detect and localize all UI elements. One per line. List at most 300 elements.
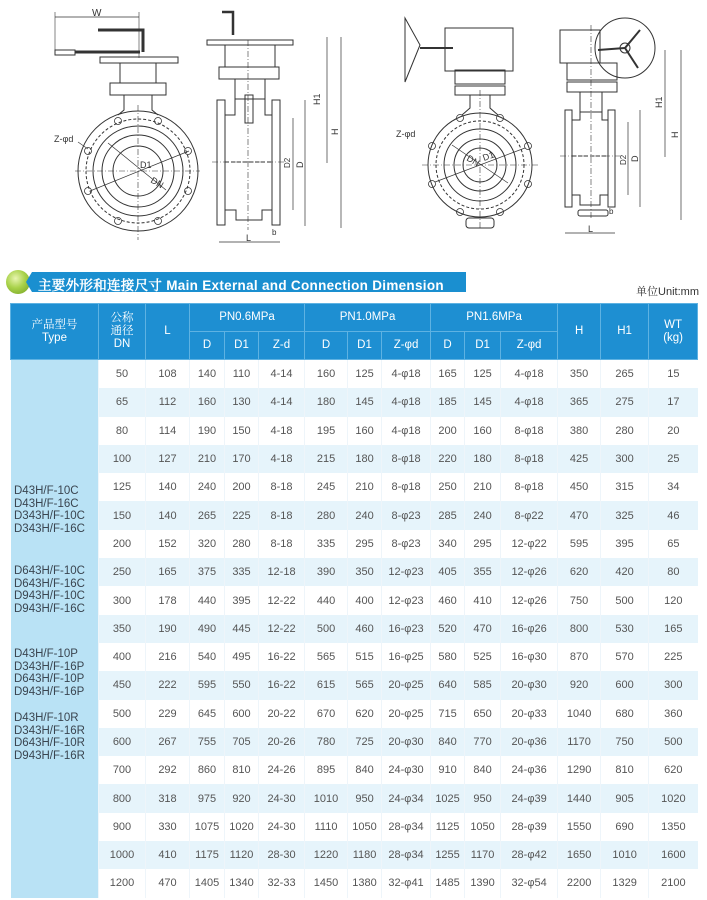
table-cell: 1125 — [431, 813, 465, 841]
table-row — [11, 841, 698, 869]
table-cell: 4-φ18 — [382, 388, 431, 416]
header-pn06: PN0.6MPa — [190, 304, 305, 332]
table-cell: 1050 — [465, 813, 501, 841]
table-cell: 420 — [601, 558, 649, 586]
table-row — [11, 728, 698, 756]
table-cell: 600 — [99, 728, 146, 756]
table-cell: 24-φ39 — [501, 784, 558, 812]
table-cell: 620 — [649, 756, 698, 784]
table-cell: 215 — [305, 445, 348, 473]
table-cell: 24-26 — [259, 756, 305, 784]
table-cell: 1020 — [649, 784, 698, 812]
table-cell: 152 — [146, 530, 190, 558]
table-cell: 178 — [146, 586, 190, 614]
table-cell: 8-18 — [259, 530, 305, 558]
valve-drawings-svg — [0, 0, 707, 260]
table-cell: 140 — [190, 360, 225, 389]
table-row — [11, 417, 698, 445]
header-pn06-zd: Z-d — [259, 332, 305, 360]
table-cell: 1440 — [558, 784, 601, 812]
table-cell: 500 — [649, 728, 698, 756]
table-cell: 160 — [305, 360, 348, 389]
table-cell: 1380 — [348, 869, 382, 897]
table-cell: 210 — [190, 445, 225, 473]
table-cell: 315 — [601, 473, 649, 501]
table-cell: 160 — [348, 417, 382, 445]
table-cell: 24-φ30 — [382, 756, 431, 784]
table-cell: 160 — [465, 417, 501, 445]
header-type-en: Type — [42, 331, 67, 344]
table-cell: 180 — [305, 388, 348, 416]
valve-drawings — [0, 0, 707, 260]
table-cell: 225 — [649, 643, 698, 671]
table-cell: 1390 — [465, 869, 501, 897]
table-row — [11, 530, 698, 558]
table-cell: 16-22 — [259, 643, 305, 671]
table-cell: 1010 — [601, 841, 649, 869]
table-cell: 325 — [601, 501, 649, 529]
table-cell: 340 — [431, 530, 465, 558]
table-cell: 725 — [348, 728, 382, 756]
table-cell: 25 — [649, 445, 698, 473]
table-cell: 395 — [225, 586, 259, 614]
type-model: D943H/F-16C — [14, 603, 85, 616]
table-cell: 32-33 — [259, 869, 305, 897]
table-cell: 380 — [558, 417, 601, 445]
table-cell: 32-φ54 — [501, 869, 558, 897]
table-cell: 1020 — [225, 813, 259, 841]
dim-d2-label-2: D2 — [619, 154, 628, 165]
table-cell: 16-φ25 — [382, 643, 431, 671]
table-cell: 4-18 — [259, 417, 305, 445]
table-body — [11, 360, 698, 898]
table-cell: 8-φ18 — [501, 417, 558, 445]
table-cell: 400 — [348, 586, 382, 614]
type-model: D943H/F-16R — [14, 750, 85, 763]
type-model: D943H/F-10C — [14, 590, 85, 603]
table-cell: 870 — [558, 643, 601, 671]
table-cell: 460 — [348, 615, 382, 643]
table-cell: 32-φ41 — [382, 869, 431, 897]
table-cell: 195 — [305, 417, 348, 445]
table-cell: 495 — [225, 643, 259, 671]
table-cell: 1329 — [601, 869, 649, 897]
table-cell: 12-22 — [259, 586, 305, 614]
table-cell: 1040 — [558, 700, 601, 728]
dim-zd-label: Z-φd — [54, 134, 74, 144]
table-row — [11, 501, 698, 529]
table-cell: 595 — [558, 530, 601, 558]
table-cell: 8-φ23 — [382, 530, 431, 558]
table-cell: 80 — [649, 558, 698, 586]
table-cell: 295 — [465, 530, 501, 558]
table-cell: 12-22 — [259, 615, 305, 643]
table-cell: 750 — [601, 728, 649, 756]
header-pn16-d: D — [431, 332, 465, 360]
table-cell: 1405 — [190, 869, 225, 897]
table-cell: 8-18 — [259, 473, 305, 501]
table-row — [11, 784, 698, 812]
table-cell: 700 — [99, 756, 146, 784]
table-cell: 4-18 — [259, 445, 305, 473]
table-cell: 16-φ26 — [501, 615, 558, 643]
table-cell: 1200 — [99, 869, 146, 897]
table-cell: 580 — [431, 643, 465, 671]
lever-valve-front-view — [54, 8, 200, 240]
type-model: D643H/F-10R — [14, 737, 85, 750]
table-cell: 1170 — [465, 841, 501, 869]
table-cell: 125 — [348, 360, 382, 389]
dim-dn-label: DN — [149, 175, 166, 191]
table-cell: 595 — [190, 671, 225, 699]
table-cell: 20-φ25 — [382, 700, 431, 728]
table-cell: 445 — [225, 615, 259, 643]
table-cell: 1010 — [305, 784, 348, 812]
header-h1: H1 — [601, 304, 649, 360]
table-cell: 28-30 — [259, 841, 305, 869]
table-cell: 360 — [649, 700, 698, 728]
table-cell: 200 — [99, 530, 146, 558]
type-model: D43H/F-10C — [14, 485, 79, 497]
table-cell: 1450 — [305, 869, 348, 897]
table-cell: 4-φ18 — [501, 360, 558, 389]
dim-l-label-2: L — [588, 224, 594, 234]
table-cell: 705 — [225, 728, 259, 756]
table-cell: 4-φ18 — [382, 417, 431, 445]
table-cell: 460 — [431, 586, 465, 614]
table-row — [11, 586, 698, 614]
table-cell: 565 — [348, 671, 382, 699]
table-cell: 8-φ22 — [501, 501, 558, 529]
table-cell: 470 — [558, 501, 601, 529]
table-cell: 330 — [146, 813, 190, 841]
type-model: D643H/F-10P — [14, 673, 85, 686]
table-cell: 185 — [431, 388, 465, 416]
table-cell: 210 — [348, 473, 382, 501]
type-model: D343H/F-16C — [14, 523, 85, 536]
type-group — [14, 712, 85, 763]
table-cell: 335 — [305, 530, 348, 558]
type-group — [14, 648, 84, 699]
table-cell: 1075 — [190, 813, 225, 841]
header-pn16-d1: D1 — [465, 332, 501, 360]
table-row — [11, 473, 698, 501]
table-cell: 500 — [601, 586, 649, 614]
table-cell: 125 — [465, 360, 501, 389]
type-group — [14, 485, 85, 536]
table-cell: 15 — [649, 360, 698, 389]
table-cell: 12-φ23 — [382, 586, 431, 614]
header-h: H — [558, 304, 601, 360]
table-cell: 112 — [146, 388, 190, 416]
table-cell: 280 — [225, 530, 259, 558]
table-cell: 46 — [649, 501, 698, 529]
gear-valve-front-view — [396, 18, 538, 230]
table-cell: 50 — [99, 360, 146, 389]
table-cell: 12-18 — [259, 558, 305, 586]
table-cell: 20-22 — [259, 700, 305, 728]
header-dn-line3: DN — [113, 338, 131, 350]
table-cell: 150 — [99, 501, 146, 529]
table-cell: 265 — [190, 501, 225, 529]
table-cell: 2100 — [649, 869, 698, 897]
table-cell: 28-φ42 — [501, 841, 558, 869]
table-cell: 34 — [649, 473, 698, 501]
table-cell: 1170 — [558, 728, 601, 756]
table-cell: 350 — [348, 558, 382, 586]
table-cell: 715 — [431, 700, 465, 728]
table-cell: 114 — [146, 417, 190, 445]
table-cell: 220 — [431, 445, 465, 473]
table-cell: 355 — [465, 558, 501, 586]
table-cell: 20 — [649, 417, 698, 445]
table-cell: 145 — [348, 388, 382, 416]
table-cell: 4-φ18 — [501, 388, 558, 416]
lever-valve-side-view — [207, 12, 341, 243]
type-model: D43H/F-16C — [14, 497, 79, 510]
table-cell: 1650 — [558, 841, 601, 869]
table-cell: 350 — [558, 360, 601, 389]
table-cell: 1550 — [558, 813, 601, 841]
table-cell: 200 — [225, 473, 259, 501]
table-cell: 8-φ23 — [382, 501, 431, 529]
table-cell: 295 — [348, 530, 382, 558]
table-cell: 20-φ30 — [382, 728, 431, 756]
table-cell: 680 — [601, 700, 649, 728]
table-cell: 860 — [190, 756, 225, 784]
table-cell: 318 — [146, 784, 190, 812]
header-pn10: PN1.0MPa — [305, 304, 431, 332]
table-cell: 440 — [305, 586, 348, 614]
table-cell: 20-26 — [259, 728, 305, 756]
table-cell: 840 — [431, 728, 465, 756]
table-cell: 1180 — [348, 841, 382, 869]
table-cell: 285 — [431, 501, 465, 529]
table-cell: 1220 — [305, 841, 348, 869]
table-row — [11, 388, 698, 416]
dim-dn-label-2: DN — [465, 153, 482, 169]
header-pn16: PN1.6MPa — [431, 304, 558, 332]
table-cell: 570 — [601, 643, 649, 671]
table-cell: 470 — [465, 615, 501, 643]
table-cell: 350 — [99, 615, 146, 643]
table-cell: 1000 — [99, 841, 146, 869]
table-cell: 280 — [305, 501, 348, 529]
table-cell: 690 — [601, 813, 649, 841]
type-model: D343H/F-16R — [14, 724, 85, 737]
table-cell: 16-φ30 — [501, 643, 558, 671]
table-cell: 450 — [99, 671, 146, 699]
table-cell: 4-φ18 — [382, 360, 431, 389]
header-wt — [649, 304, 698, 360]
table-cell: 375 — [190, 558, 225, 586]
table-cell: 300 — [99, 586, 146, 614]
type-model: D643H/F-16C — [14, 577, 85, 590]
table-cell: 840 — [465, 756, 501, 784]
table-cell: 1255 — [431, 841, 465, 869]
table-cell: 250 — [99, 558, 146, 586]
dim-d-label-2: D — [630, 155, 640, 162]
table-cell: 275 — [601, 388, 649, 416]
table-cell: 240 — [465, 501, 501, 529]
table-cell: 24-30 — [259, 784, 305, 812]
table-cell: 650 — [465, 700, 501, 728]
dim-b-label-2: b — [609, 207, 614, 216]
table-cell: 910 — [431, 756, 465, 784]
dim-d-label: D — [295, 161, 305, 168]
table-cell: 16-φ23 — [382, 615, 431, 643]
table-cell: 490 — [190, 615, 225, 643]
table-cell: 127 — [146, 445, 190, 473]
table-cell: 12-φ23 — [382, 558, 431, 586]
table-cell: 28-φ34 — [382, 813, 431, 841]
dim-h-label-2: H — [670, 131, 680, 138]
dim-d1-label: D1 — [140, 160, 152, 170]
table-cell: 1175 — [190, 841, 225, 869]
header-wt-line1: WT — [664, 318, 683, 331]
table-row — [11, 445, 698, 473]
table-cell: 8-φ18 — [501, 473, 558, 501]
table-cell: 440 — [190, 586, 225, 614]
table-cell: 4-14 — [259, 388, 305, 416]
dim-h1-label: H1 — [312, 93, 322, 105]
table-cell: 585 — [465, 671, 501, 699]
table-cell: 108 — [146, 360, 190, 389]
table-cell: 895 — [305, 756, 348, 784]
dim-w-label: W — [92, 8, 102, 19]
table-cell: 2200 — [558, 869, 601, 897]
table-cell: 320 — [190, 530, 225, 558]
table-cell: 216 — [146, 643, 190, 671]
table-cell: 24-30 — [259, 813, 305, 841]
header-pn16-zd: Z-φd — [501, 332, 558, 360]
table-cell: 145 — [465, 388, 501, 416]
table-cell: 810 — [601, 756, 649, 784]
table-cell: 645 — [190, 700, 225, 728]
section-title-bar — [6, 269, 466, 295]
table-cell: 620 — [558, 558, 601, 586]
table-cell: 16-22 — [259, 671, 305, 699]
table-cell: 200 — [431, 417, 465, 445]
header-type-cn: 产品型号 — [31, 318, 78, 331]
header-pn06-d1: D1 — [225, 332, 259, 360]
table-cell: 300 — [601, 445, 649, 473]
dim-h-label: H — [330, 128, 340, 135]
table-cell: 615 — [305, 671, 348, 699]
table-cell: 975 — [190, 784, 225, 812]
header-pn10-d1: D1 — [348, 332, 382, 360]
table-cell: 335 — [225, 558, 259, 586]
table-cell: 222 — [146, 671, 190, 699]
table-cell: 190 — [190, 417, 225, 445]
section-title: 主要外形和连接尺寸 Main External and Connection Dimension — [38, 278, 444, 293]
table-cell: 12-φ22 — [501, 530, 558, 558]
table-cell: 120 — [649, 586, 698, 614]
dim-b-label: b — [272, 228, 277, 237]
table-cell: 920 — [558, 671, 601, 699]
table-cell: 390 — [305, 558, 348, 586]
table-cell: 245 — [305, 473, 348, 501]
table-cell: 160 — [190, 388, 225, 416]
table-cell: 770 — [465, 728, 501, 756]
header-pn10-d: D — [305, 332, 348, 360]
type-model: D43H/F-10R — [14, 712, 79, 724]
table-cell: 750 — [558, 586, 601, 614]
type-model: D43H/F-10P — [14, 648, 78, 660]
table-cell: 8-φ18 — [382, 445, 431, 473]
table-row — [11, 360, 698, 389]
table-cell: 950 — [348, 784, 382, 812]
table-cell: 292 — [146, 756, 190, 784]
table-cell: 140 — [146, 473, 190, 501]
table-cell: 165 — [146, 558, 190, 586]
type-model: D343H/F-16P — [14, 660, 85, 673]
table-cell: 410 — [146, 841, 190, 869]
dim-d1-label-2: D1 — [481, 149, 496, 163]
table-row — [11, 813, 698, 841]
table-cell: 840 — [348, 756, 382, 784]
table-cell: 365 — [558, 388, 601, 416]
dim-zd-label-2: Z-φd — [396, 129, 416, 139]
header-l: L — [146, 304, 190, 360]
table-cell: 165 — [649, 615, 698, 643]
table-cell: 265 — [601, 360, 649, 389]
table-row — [11, 671, 698, 699]
header-dn-line2: 通径 — [110, 325, 134, 337]
table-cell: 125 — [99, 473, 146, 501]
table-cell: 190 — [146, 615, 190, 643]
table-cell: 20-φ30 — [501, 671, 558, 699]
table-cell: 640 — [431, 671, 465, 699]
table-cell: 240 — [190, 473, 225, 501]
table-cell: 470 — [146, 869, 190, 897]
table-cell: 24-φ36 — [501, 756, 558, 784]
table-cell: 520 — [431, 615, 465, 643]
table-cell: 800 — [558, 615, 601, 643]
type-model: D643H/F-10C — [14, 565, 85, 577]
type-column — [11, 360, 99, 898]
table-cell: 1110 — [305, 813, 348, 841]
table-cell: 20-φ36 — [501, 728, 558, 756]
table-cell: 170 — [225, 445, 259, 473]
table-cell: 620 — [348, 700, 382, 728]
table-cell: 500 — [305, 615, 348, 643]
table-cell: 267 — [146, 728, 190, 756]
table-cell: 565 — [305, 643, 348, 671]
table-cell: 950 — [465, 784, 501, 812]
table-cell: 100 — [99, 445, 146, 473]
header-dn — [99, 304, 146, 360]
table-cell: 920 — [225, 784, 259, 812]
table-cell: 900 — [99, 813, 146, 841]
table-cell: 400 — [99, 643, 146, 671]
table-cell: 550 — [225, 671, 259, 699]
header-wt-line2: (kg) — [663, 331, 683, 344]
table-cell: 525 — [465, 643, 501, 671]
table-cell: 65 — [99, 388, 146, 416]
table-cell: 1025 — [431, 784, 465, 812]
table-cell: 905 — [601, 784, 649, 812]
table-cell: 1350 — [649, 813, 698, 841]
unit-label: 单位Unit:mm — [636, 286, 699, 298]
table-cell: 395 — [601, 530, 649, 558]
table-cell: 240 — [348, 501, 382, 529]
table-row — [11, 558, 698, 586]
table-cell: 810 — [225, 756, 259, 784]
table-cell: 229 — [146, 700, 190, 728]
table-cell: 1485 — [431, 869, 465, 897]
table-cell: 1120 — [225, 841, 259, 869]
